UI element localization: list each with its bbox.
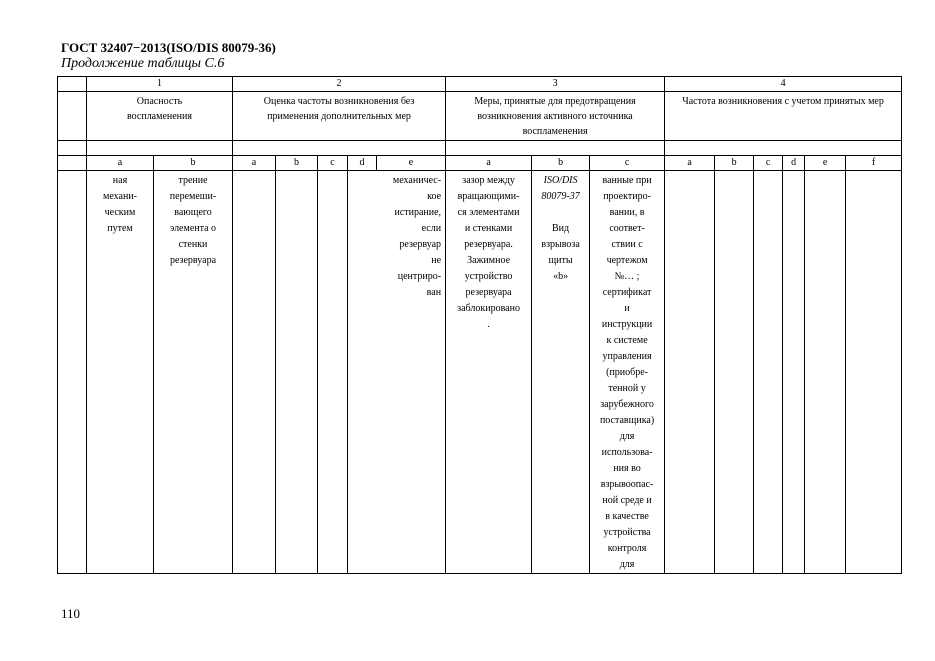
blank-cell [665, 141, 902, 156]
sub-column-letter: b [276, 156, 318, 171]
blank-cell [318, 171, 348, 574]
sub-column-letter: b [154, 156, 233, 171]
table-continuation-caption: Продолжение таблицы С.6 [61, 56, 225, 71]
blank-cell [233, 171, 276, 574]
page-number: 110 [61, 606, 81, 621]
sub-column-letter: c [318, 156, 348, 171]
hazard-a-cell: ная механи- ческим путем [87, 171, 154, 574]
column-number: 3 [446, 77, 665, 92]
measures-a-cell: зазор между вращающими- ся элементами и стенками резервуара. Зажимное устройство резервуара заблокировано . [446, 171, 532, 574]
group-title-frequency-after: Частота возникновения с учетом принятых мер [665, 92, 902, 141]
sub-column-letter: a [233, 156, 276, 171]
blank-cell [58, 92, 87, 141]
hazard-b-cell: трение перемеши- вающего элемента о стенки резервуара [154, 171, 233, 574]
blank-cell [348, 171, 377, 574]
spacer [532, 205, 589, 221]
column-number-row [58, 77, 902, 92]
column-number: 1 [87, 77, 233, 92]
blank-cell [446, 141, 665, 156]
group-title-hazard: Опасность воспламенения [87, 92, 233, 141]
standard-reference: ISO/DIS 80079-37 [541, 175, 580, 202]
blank-cell [665, 171, 715, 574]
blank-cell [58, 141, 87, 156]
group-title-frequency-before: Оценка частоты возникновения без применения дополнительных мер [233, 92, 446, 141]
sub-column-letter: a [665, 156, 715, 171]
sub-column-letter-row [58, 156, 902, 171]
document-heading: ГОСТ 32407−2013(ISO/DIS 80079-36) [61, 40, 276, 55]
sub-column-letter: d [783, 156, 805, 171]
protection-type-text: Вид взрывоза щиты «b» [541, 223, 580, 282]
sub-column-letter: b [715, 156, 754, 171]
sub-column-letter: a [446, 156, 532, 171]
sub-column-letter: e [805, 156, 846, 171]
group-title-measures: Меры, принятые для предотвращения возникновения активного источника воспламенения [446, 92, 665, 141]
blank-cell [58, 77, 87, 92]
blank-cell [276, 171, 318, 574]
sub-column-letter: b [532, 156, 590, 171]
blank-cell [783, 171, 805, 574]
blank-cell [805, 171, 846, 574]
measures-b-cell [532, 171, 590, 574]
column-number: 4 [665, 77, 902, 92]
frequency-e-cell: механичес- кое истирание, если резервуар не центриро- ван [377, 171, 446, 574]
sub-column-letter: c [754, 156, 783, 171]
blank-cell [58, 156, 87, 171]
table-row [58, 171, 902, 574]
sub-column-letter: e [377, 156, 446, 171]
measures-c-cell: ванные при проектиро- вании, в соответ- ствии с чертежом №… ; сертификат и инструкции к системе управления (приобре- тенной у зарубежного поставщика) для использова- ния во взрывоопас- ной среде и в качестве устройства контроля для [590, 171, 665, 574]
sub-column-letter: a [87, 156, 154, 171]
group-title-row [58, 92, 902, 141]
blank-cell [233, 141, 446, 156]
column-number: 2 [233, 77, 446, 92]
blank-cell [58, 171, 87, 574]
sub-column-letter: c [590, 156, 665, 171]
blank-cell [754, 171, 783, 574]
sub-column-letter: d [348, 156, 377, 171]
blank-row [58, 141, 902, 156]
blank-cell [715, 171, 754, 574]
blank-cell [846, 171, 902, 574]
blank-cell [87, 141, 233, 156]
sub-column-letter: f [846, 156, 902, 171]
hazard-assessment-table [57, 76, 902, 574]
